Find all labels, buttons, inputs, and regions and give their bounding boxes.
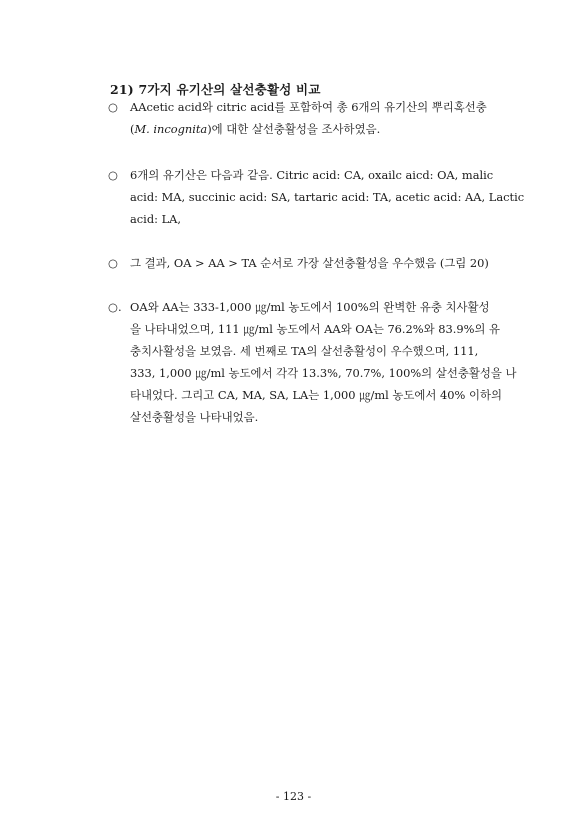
- paragraph-line-rest: )에 대한 살선충활성을 조사하였음.: [207, 122, 381, 136]
- paren-open: (: [130, 122, 135, 136]
- paragraph-line: [108, 118, 522, 140]
- species-name: M. incognita: [134, 122, 208, 136]
- paragraph-line: 그 결과, OA > AA > TA 순서로 가장 살선충활성을 우수했음 (그림 20): [130, 256, 489, 270]
- bullet-marker: ○: [108, 100, 118, 114]
- paragraph-line: 타내었다. 그리고 CA, MA, SA, LA는 1,000 ㎍/ml 농도에서 40% 이하의: [130, 388, 502, 402]
- bullet-paragraph: [108, 252, 522, 274]
- paragraph-line: acid: LA,: [130, 212, 181, 226]
- section-heading: 21) 7가지 유기산의 살선충활성 비교: [110, 82, 321, 97]
- bullet-paragraph: [108, 164, 525, 230]
- bullet-marker: ○.: [108, 300, 122, 314]
- paragraph-line: OA와 AA는 333-1,000 ㎍/ml 농도에서 100%의 완벽한 유충 치사활성: [130, 300, 490, 314]
- bullet-paragraph: [108, 96, 522, 140]
- paragraph-line: 을 나타내었으며, 111 ㎍/ml 농도에서 AA와 OA는 76.2%와 83.9%의 유: [130, 322, 501, 336]
- page-number: - 123 -: [275, 790, 312, 803]
- bullet-marker: ○: [108, 256, 118, 270]
- paragraph-line: 충치사활성을 보였음. 세 번째로 TA의 살선충활성이 우수했으며, 111,: [130, 344, 479, 358]
- bullet-marker: ○: [108, 168, 118, 182]
- paragraph-line: 6개의 유기산은 다음과 같음. Citric acid: CA, oxailc aicd: OA, malic: [130, 168, 494, 182]
- paragraph-line: 333, 1,000 ㎍/ml 농도에서 각각 13.3%, 70.7%, 100%의 살선충활성을 나: [130, 366, 517, 380]
- bullet-paragraph: [108, 296, 522, 428]
- paragraph-line: acid: MA, succinic acid: SA, tartaric acid: TA, acetic acid: AA, Lactic: [130, 190, 525, 204]
- paragraph-line: 살선충활성을 나타내었음.: [130, 410, 259, 424]
- paragraph-line: AAcetic acid와 citric acid를 포함하여 총 6개의 유기산의 뿌리혹선충: [130, 100, 487, 114]
